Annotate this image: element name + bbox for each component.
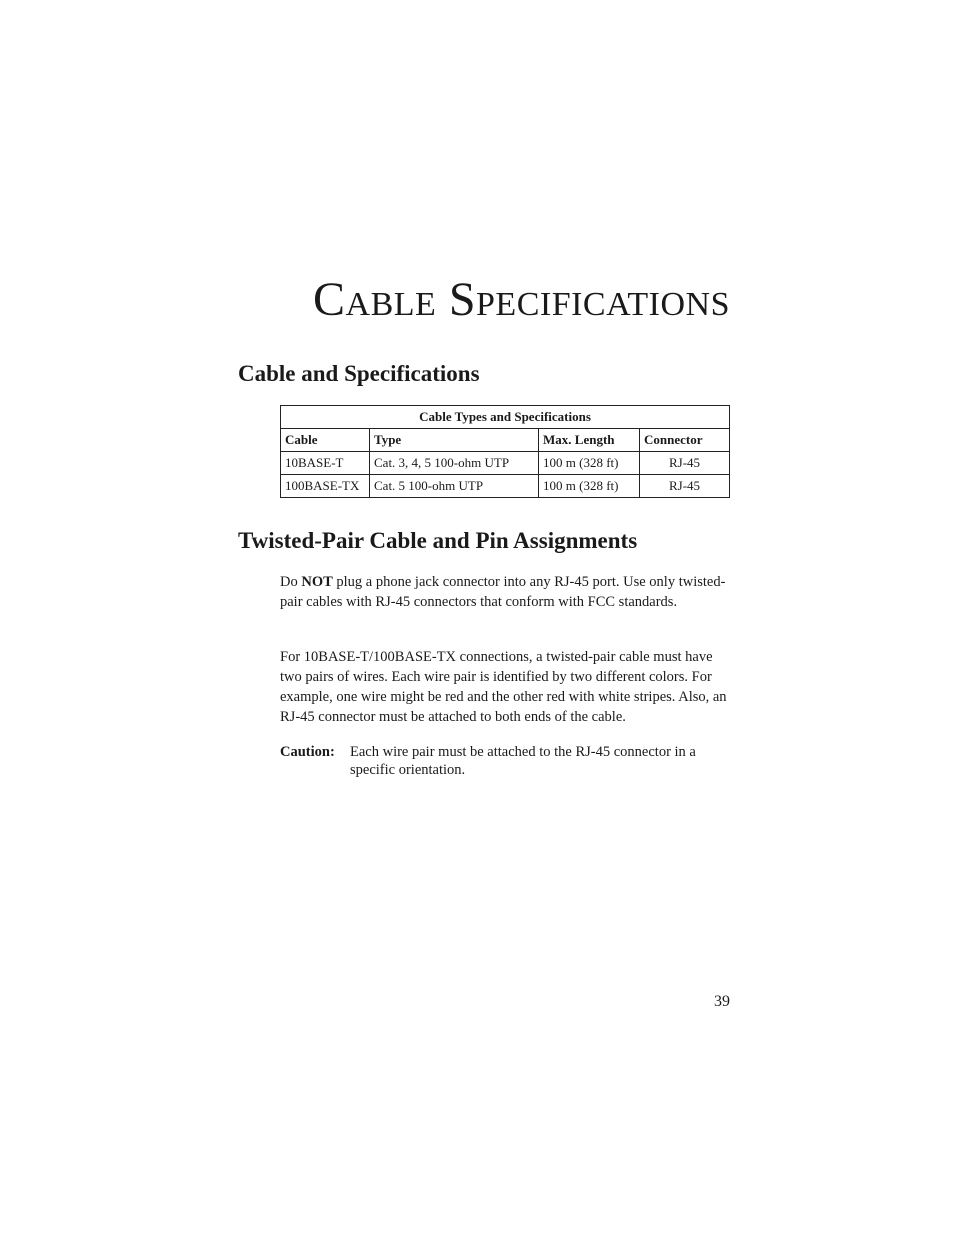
caution-text: Each wire pair must be attached to the RJ-45 connector in a specific orientation. [350, 744, 696, 778]
column-header-connector: Connector [640, 429, 730, 452]
chapter-title: Cable Specifications [313, 273, 730, 326]
paragraph-text: plug a phone jack connector into any RJ-45 port. Use only twisted-pair cables with RJ-45 connectors that conform with FCC standards. [280, 574, 726, 610]
column-header-max-length: Max. Length [539, 429, 640, 452]
paragraph-text: Do [280, 574, 302, 590]
section-heading-twisted-pair: Twisted-Pair Cable and Pin Assignments [238, 528, 638, 553]
column-header-type: Type [370, 429, 539, 452]
caution-label: Caution: [280, 744, 335, 760]
cable-types-table [280, 405, 730, 498]
paragraph-warning [280, 572, 732, 612]
table-cell-max-length: 100 m (328 ft) [539, 452, 640, 475]
table-row [281, 452, 730, 475]
table-cell-max-length: 100 m (328 ft) [539, 475, 640, 498]
table-cell-cable: 100BASE-TX [281, 475, 370, 498]
table-caption: Cable Types and Specifications [281, 406, 730, 429]
emphasis-not: NOT [301, 574, 333, 590]
table-cell-connector: RJ-45 [640, 475, 730, 498]
table-header-row [281, 429, 730, 452]
table-cell-type: Cat. 3, 4, 5 100-ohm UTP [370, 452, 539, 475]
page-number: 39 [714, 993, 730, 1010]
column-header-cable: Cable [281, 429, 370, 452]
table-cell-connector: RJ-45 [640, 452, 730, 475]
table-cell-cable: 10BASE-T [281, 452, 370, 475]
paragraph-wiring: For 10BASE-T/100BASE-TX connections, a twisted-pair cable must have two pairs of wires. Each wire pair is identified by two different colors. For example, one wire might be red and the other red with white stripes. Also, an RJ-45 connector must be attached to both ends of the cable. [280, 649, 727, 725]
table-row [281, 475, 730, 498]
table-cell-type: Cat. 5 100-ohm UTP [370, 475, 539, 498]
section-heading-cable-specs: Cable and Specifications [238, 361, 480, 386]
